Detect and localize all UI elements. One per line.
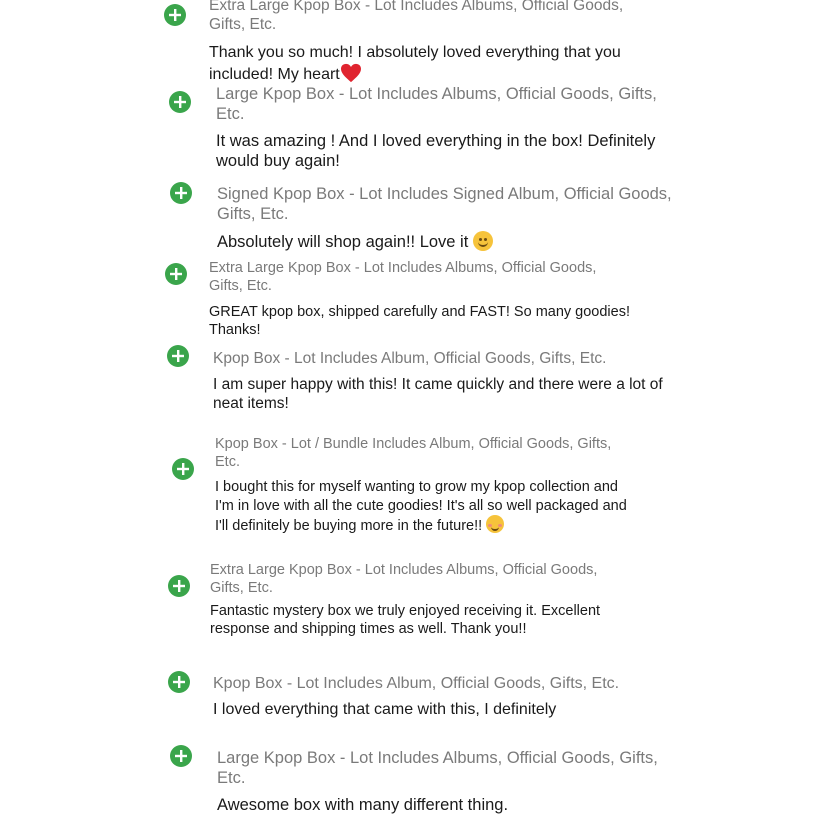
- review-item-title[interactable]: Kpop Box - Lot Includes Album, Official Goods, Gifts, Etc.: [213, 350, 607, 367]
- positive-feedback-icon: [172, 458, 194, 480]
- review-item-title[interactable]: Extra Large Kpop Box - Lot Includes Albums, Official Goods, Gifts, Etc.: [210, 562, 598, 596]
- review-text: [217, 231, 677, 253]
- positive-feedback-icon: [167, 345, 189, 367]
- review-text-content: Absolutely will shop again!! Love it: [217, 233, 469, 251]
- review-text: I loved everything that came with this, I definitely: [213, 701, 557, 718]
- blushing-face-icon: [486, 515, 504, 533]
- review-text: It was amazing ! And I loved everything in the box! Definitely would buy again!: [216, 132, 656, 170]
- review-text: GREAT kpop box, shipped carefully and FAST! So many goodies! Thanks!: [209, 304, 630, 338]
- positive-feedback-icon: [165, 263, 187, 285]
- smiling-face-icon: [473, 231, 493, 251]
- positive-feedback-icon: [168, 671, 190, 693]
- review-item-title[interactable]: Kpop Box - Lot Includes Album, Official Goods, Gifts, Etc.: [213, 675, 620, 692]
- review-text-content: Thank you so much! I absolutely loved everything that you included! My heart: [209, 44, 621, 83]
- review-text: [209, 42, 679, 85]
- positive-feedback-icon: [169, 91, 191, 113]
- review-item-title[interactable]: Large Kpop Box - Lot Includes Albums, Official Goods, Gifts, Etc.: [216, 85, 657, 123]
- positive-feedback-icon: [170, 182, 192, 204]
- review-item-title[interactable]: Extra Large Kpop Box - Lot Includes Albums, Official Goods, Gifts, Etc.: [209, 260, 597, 294]
- review-text: I am super happy with this! It came quickly and there were a lot of neat items!: [213, 376, 663, 412]
- review-item-title[interactable]: Extra Large Kpop Box - Lot Includes Albums, Official Goods, Gifts, Etc.: [209, 0, 624, 33]
- review-text: [215, 478, 640, 536]
- review-item-title[interactable]: Large Kpop Box - Lot Includes Albums, Official Goods, Gifts, Etc.: [217, 749, 658, 787]
- review-item-title[interactable]: Signed Kpop Box - Lot Includes Signed Album, Official Goods, Gifts, Etc.: [217, 185, 672, 223]
- heart-icon: [340, 63, 362, 83]
- positive-feedback-icon: [164, 4, 186, 26]
- positive-feedback-icon: [170, 745, 192, 767]
- review-item-title[interactable]: Kpop Box - Lot / Bundle Includes Album, Official Goods, Gifts, Etc.: [215, 436, 612, 470]
- review-text-content: I bought this for myself wanting to grow my kpop collection and I'm in love with all the cute goodies! It's all so well packaged and I'll definitely be buying more in the future!!: [215, 479, 627, 534]
- positive-feedback-icon: [168, 575, 190, 597]
- review-text: Fantastic mystery box we truly enjoyed receiving it. Excellent response and shipping times as well. Thank you!!: [210, 603, 601, 637]
- review-text: Awesome box with many different thing.: [217, 796, 509, 814]
